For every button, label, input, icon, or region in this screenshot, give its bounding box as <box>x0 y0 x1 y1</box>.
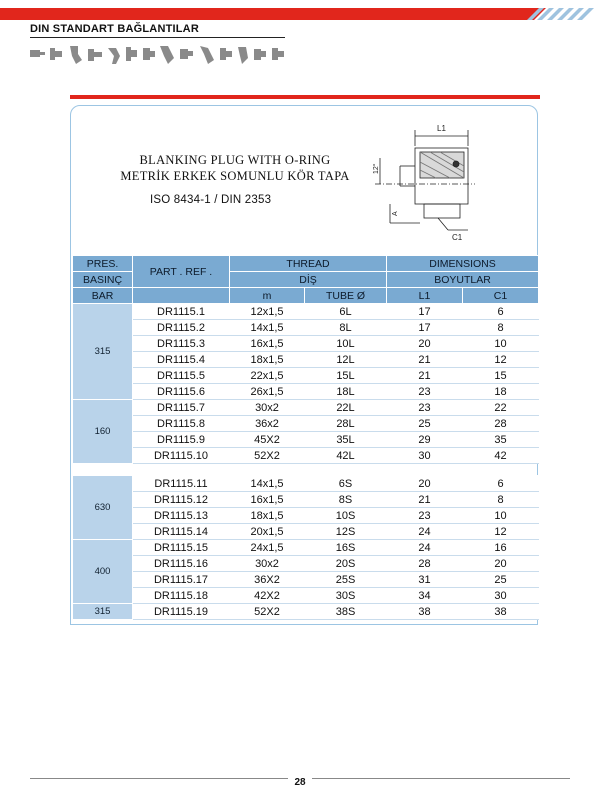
table-row <box>73 400 539 416</box>
basinc-header: BASINÇ <box>73 272 133 288</box>
dim-l1: 23 <box>387 400 463 416</box>
table-row <box>73 492 539 508</box>
part-ref: DR1115.16 <box>133 556 230 572</box>
thread-m: 30x2 <box>230 556 305 572</box>
c1-label: C1 <box>452 233 463 242</box>
part-ref: DR1115.14 <box>133 524 230 540</box>
table-row <box>73 384 539 400</box>
part-ref: DR1115.1 <box>133 304 230 320</box>
part-ref: DR1115.13 <box>133 508 230 524</box>
thread-m: 52X2 <box>230 604 305 620</box>
thread-m: 18x1,5 <box>230 352 305 368</box>
part-ref: DR1115.6 <box>133 384 230 400</box>
dis-header: DİŞ <box>230 272 387 288</box>
part-ref: DR1115.4 <box>133 352 230 368</box>
dim-c1: 10 <box>463 336 539 352</box>
product-title-en: BLANKING PLUG WITH O-RING <box>139 153 331 167</box>
header-row <box>73 288 539 304</box>
tube-size: 35L <box>305 432 387 448</box>
header-row <box>73 256 539 272</box>
dim-l1: 29 <box>387 432 463 448</box>
tube-size: 8L <box>305 320 387 336</box>
dim-c1: 6 <box>463 476 539 492</box>
part-ref-header: PART . REF . <box>133 256 230 288</box>
tube-size: 12L <box>305 352 387 368</box>
dim-l1: 20 <box>387 336 463 352</box>
angle-label: 12° <box>373 163 380 174</box>
dim-l1: 38 <box>387 604 463 620</box>
l1-label: L1 <box>437 124 446 133</box>
dim-l1: 30 <box>387 448 463 464</box>
table-row <box>73 448 539 464</box>
specs-table-l-series <box>72 255 539 464</box>
fittings-icon-strip <box>28 42 288 68</box>
dim-l1: 31 <box>387 572 463 588</box>
part-ref: DR1115.17 <box>133 572 230 588</box>
blanking-plug-drawing <box>360 118 480 248</box>
footer <box>0 772 600 790</box>
dim-c1: 30 <box>463 588 539 604</box>
dim-l1: 24 <box>387 524 463 540</box>
thread-m: 16x1,5 <box>230 492 305 508</box>
dim-c1: 42 <box>463 448 539 464</box>
boyutlar-header: BOYUTLAR <box>387 272 539 288</box>
dim-c1: 8 <box>463 320 539 336</box>
product-title-tr: METRİK ERKEK SOMUNLU KÖR TAPA <box>120 169 350 183</box>
table-row <box>73 524 539 540</box>
part-ref: DR1115.11 <box>133 476 230 492</box>
table-row <box>73 368 539 384</box>
part-ref: DR1115.9 <box>133 432 230 448</box>
tube-header: TUBE Ø <box>305 288 387 304</box>
tube-size: 8S <box>305 492 387 508</box>
thread-m: 36X2 <box>230 572 305 588</box>
thread-m: 26x1,5 <box>230 384 305 400</box>
table-row <box>73 320 539 336</box>
dim-c1: 8 <box>463 492 539 508</box>
tube-size: 12S <box>305 524 387 540</box>
tube-size: 6L <box>305 304 387 320</box>
dim-c1: 28 <box>463 416 539 432</box>
dim-l1: 21 <box>387 492 463 508</box>
thread-m: 22x1,5 <box>230 368 305 384</box>
tube-size: 15L <box>305 368 387 384</box>
pressure-group: 400 <box>73 540 133 604</box>
part-ref: DR1115.18 <box>133 588 230 604</box>
table-row <box>73 556 539 572</box>
product-title-block <box>115 152 355 184</box>
tube-size: 38S <box>305 604 387 620</box>
dim-l1: 20 <box>387 476 463 492</box>
c1-header: C1 <box>463 288 539 304</box>
tube-size: 22L <box>305 400 387 416</box>
header-red-bar <box>0 8 520 20</box>
table-row <box>73 432 539 448</box>
dim-l1: 17 <box>387 320 463 336</box>
part-ref: DR1115.5 <box>133 368 230 384</box>
product-standard: ISO 8434-1 / DIN 2353 <box>150 194 272 206</box>
part-ref: DR1115.3 <box>133 336 230 352</box>
thread-m: 42X2 <box>230 588 305 604</box>
thread-m: 16x1,5 <box>230 336 305 352</box>
table-row <box>73 352 539 368</box>
pressure-group: 160 <box>73 400 133 464</box>
thread-m: 14x1,5 <box>230 320 305 336</box>
catalog-section-title: DIN STANDART BAĞLANTILAR <box>30 23 199 35</box>
dim-c1: 35 <box>463 432 539 448</box>
thread-header: THREAD <box>230 256 387 272</box>
dim-c1: 38 <box>463 604 539 620</box>
table-row <box>73 304 539 320</box>
pressure-group: 315 <box>73 304 133 400</box>
tube-size: 16S <box>305 540 387 556</box>
thread-m: 14x1,5 <box>230 476 305 492</box>
tube-size: 6S <box>305 476 387 492</box>
part-ref: DR1115.8 <box>133 416 230 432</box>
table-row <box>73 416 539 432</box>
thread-m: 52X2 <box>230 448 305 464</box>
tube-size: 25S <box>305 572 387 588</box>
table-row <box>73 540 539 556</box>
tube-size: 42L <box>305 448 387 464</box>
dimensions-header: DIMENSIONS <box>387 256 539 272</box>
dim-l1: 28 <box>387 556 463 572</box>
dim-c1: 25 <box>463 572 539 588</box>
part-ref: DR1115.19 <box>133 604 230 620</box>
tube-size: 10S <box>305 508 387 524</box>
table-row <box>73 336 539 352</box>
a-label: A <box>392 211 399 216</box>
dim-c1: 6 <box>463 304 539 320</box>
dim-c1: 12 <box>463 524 539 540</box>
thread-m: 30x2 <box>230 400 305 416</box>
part-ref: DR1115.2 <box>133 320 230 336</box>
dim-l1: 23 <box>387 508 463 524</box>
dim-c1: 15 <box>463 368 539 384</box>
dim-c1: 12 <box>463 352 539 368</box>
header-divider <box>30 37 285 38</box>
page-number: 28 <box>288 777 311 788</box>
dim-c1: 20 <box>463 556 539 572</box>
table-row <box>73 588 539 604</box>
dim-l1: 25 <box>387 416 463 432</box>
blanking-plug-icon <box>360 118 480 248</box>
thread-m: 12x1,5 <box>230 304 305 320</box>
part-ref: DR1115.10 <box>133 448 230 464</box>
table-row <box>73 572 539 588</box>
thread-m: 18x1,5 <box>230 508 305 524</box>
thread-m: 36x2 <box>230 416 305 432</box>
dim-l1: 21 <box>387 368 463 384</box>
specs-table-s-series <box>72 475 539 620</box>
dim-l1: 21 <box>387 352 463 368</box>
tube-size: 30S <box>305 588 387 604</box>
dim-l1: 24 <box>387 540 463 556</box>
dim-l1: 34 <box>387 588 463 604</box>
part-ref: DR1115.15 <box>133 540 230 556</box>
tube-size: 28L <box>305 416 387 432</box>
table-row <box>73 604 539 620</box>
tube-size: 20S <box>305 556 387 572</box>
dim-l1: 23 <box>387 384 463 400</box>
thread-m: 20x1,5 <box>230 524 305 540</box>
table-row <box>73 508 539 524</box>
pressure-group: 630 <box>73 476 133 540</box>
dim-c1: 10 <box>463 508 539 524</box>
pressure-group: 315 <box>73 604 133 620</box>
tube-size: 10L <box>305 336 387 352</box>
thread-m: 24x1,5 <box>230 540 305 556</box>
section-red-bar <box>70 95 540 99</box>
part-ref: DR1115.7 <box>133 400 230 416</box>
dim-c1: 18 <box>463 384 539 400</box>
part-ref-blank <box>133 288 230 304</box>
l1-header: L1 <box>387 288 463 304</box>
table-row <box>73 476 539 492</box>
fittings-strip-icon <box>28 42 288 68</box>
pres-header: PRES. <box>73 256 133 272</box>
dim-c1: 16 <box>463 540 539 556</box>
part-ref: DR1115.12 <box>133 492 230 508</box>
dim-l1: 17 <box>387 304 463 320</box>
m-header: m <box>230 288 305 304</box>
header-stripes <box>515 8 595 20</box>
tube-size: 18L <box>305 384 387 400</box>
thread-m: 45X2 <box>230 432 305 448</box>
bar-header: BAR <box>73 288 133 304</box>
dim-c1: 22 <box>463 400 539 416</box>
